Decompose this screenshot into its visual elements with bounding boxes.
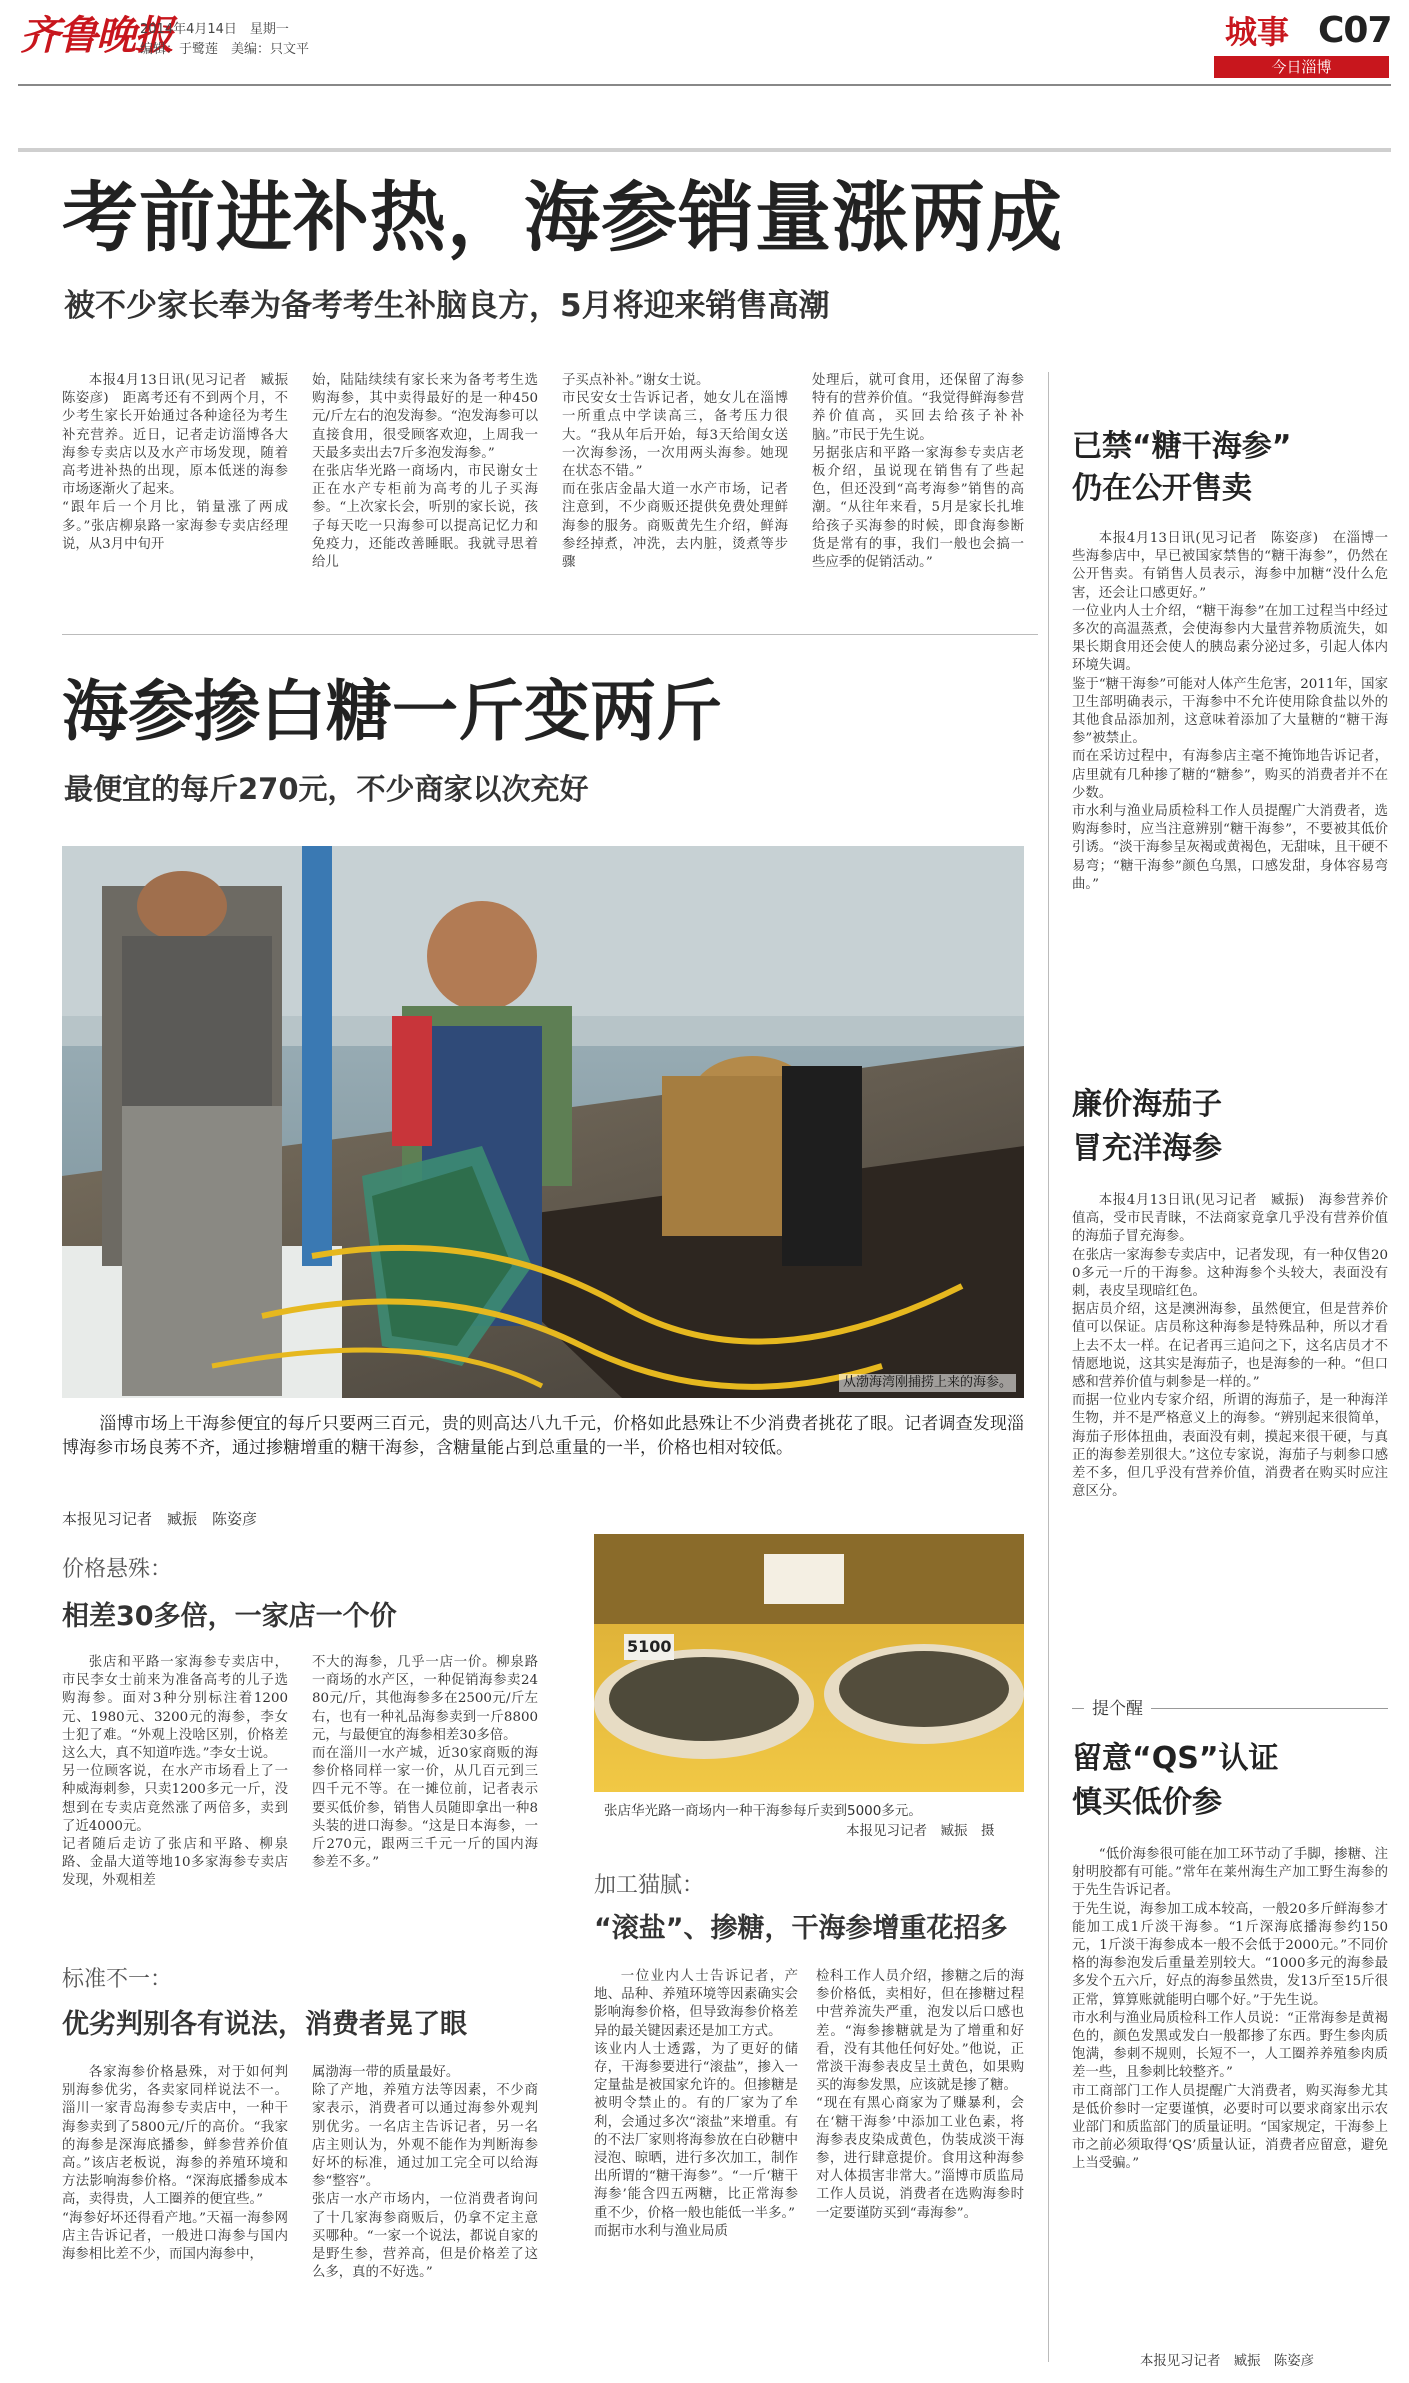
section1-column-1 bbox=[62, 1654, 288, 1954]
fishing-boat-illustration bbox=[62, 846, 1024, 1398]
section3-col2-text: 检科工作人员介绍，掺糖之后的海参价格低，卖相好，但在掺糖过程中营养流失严重，泡发以后口感也差。“海参掺糖就是为了增重和好看，没有其他任何好处。”他说，正常淡干海参表皮呈土黄色，如果购买的海参发黑，应该就是掺了糖。 “现在有黑心商家为了赚暴利，会在‘糖干海参’中添加工业色素，将海参表皮染成黄色，伪装成淡干海参，进行肆意提价。食用这种海参对人体损害非常大。”淄博市质监局工作人员说，消费者在选购海参时一定要谨防买到“毒海参”。 bbox=[816, 1969, 1024, 2221]
price-tag-label: 5100 bbox=[627, 1637, 672, 1656]
lead-column-3 bbox=[562, 372, 788, 620]
feature-intro: 淄博市场上干海参便宜的每斤只要两三百元，贵的则高达八九千元，价格如此悬殊让不少消费者挑花了眼。记者调查发现淄博海参市场良莠不齐，通过掺糖增重的糖干海参，含糖量能占到总重量的一半，价格也相对较低。 bbox=[62, 1414, 1024, 1458]
section2-col1-text: 各家海参价格悬殊，对于如何判别海参优劣，各卖家同样说法不一。淄川一家青岛海参专卖店中，一种干海参卖到了5800元/斤的高价。“我家的海参是深海底播参，鲜参营养价值高。”该店老板说，海参的养殖环境和方法影响海参价格。“深海底播参成本高，卖得贵，人工圈养的便宜些。” “海参好坏还得看产地。”天福一海参网店主告诉记者，一般进口海参与国内海参相比差不少，而国内海参中， bbox=[62, 2065, 288, 2263]
page-number: C07 bbox=[1318, 10, 1392, 51]
tip-badge: 提个醒 bbox=[1084, 1694, 1151, 1719]
sea-cucumber-counter-photo bbox=[594, 1534, 1024, 1792]
photo1-caption: 从渤海湾刚捕捞上来的海参。 bbox=[839, 1374, 1016, 1392]
section2-column-2 bbox=[312, 2064, 538, 2364]
tip-headline-line2: 慎买低价参 bbox=[1072, 1785, 1222, 1820]
lead-col3-text: 子买点补补。”谢女士说。 市民安女士告诉记者，她女儿在淄博一所重点中学读高三，备考压力很大。“我从年后开始，每3天给闺女送一次海参汤，一次用两头海参。她现在状态不错。” 而在张店金晶大道一水产市场，记者注意到，不少商贩还提供免费处理鲜海参的服务。商贩黄先生介绍，鲜海参经掉煮，冲洗，去内脏，烫煮等步骤 bbox=[562, 373, 788, 571]
feature-byline: 本报见习记者 臧振 陈姿彦 bbox=[62, 1510, 258, 1528]
section3-tag: 加工猫腻： bbox=[594, 1873, 705, 1898]
sidebar1-headline-line2: 仍在公开售卖 bbox=[1072, 471, 1252, 506]
feature-headline: 海参掺白糖一斤变两斤 bbox=[62, 673, 722, 750]
newspaper-logo: 齐鲁晚报 bbox=[20, 12, 172, 59]
masthead-rule-thin bbox=[18, 148, 1391, 152]
sidebar2-body bbox=[1072, 1192, 1388, 1682]
lead-subhead: 被不少家长奉为备考考生补脑良方，5月将迎来销售高潮 bbox=[64, 288, 830, 324]
section2-column-1 bbox=[62, 2064, 288, 2364]
tip-headline-line1: 留意“QS”认证 bbox=[1072, 1741, 1279, 1776]
sidebar1-body bbox=[1072, 530, 1388, 1070]
lead-column-1 bbox=[62, 372, 288, 620]
editors-line: 编辑：于鹭莲 美编：只文平 bbox=[140, 42, 310, 57]
tip-body bbox=[1072, 1846, 1388, 2344]
lead-col4-text: 处理后，就可食用，还保留了海参特有的营养价值。“我觉得鲜海参营养价值高，买回去给孩子补补脑。”市民于先生说。 另据张店和平路一家海参专卖店老板介绍，虽说现在销售有了些起色，但还没到“高考海参”销售的高潮。“从往年来看，5月是家长扎堆给孩子买海参的时候，即食海参断货是常有的事，我们一般也会搞一些应季的促销活动。” bbox=[812, 373, 1024, 571]
edition-badge: 今日淄博 bbox=[1214, 56, 1389, 78]
sidebar2-headline-line1: 廉价海茄子 bbox=[1072, 1087, 1222, 1122]
sidebar2-text: 本报4月13日讯(见习记者 臧振) 海参营养价值高，受市民青睐，不法商家竟拿几乎没有营养价值的海茄子冒充海参。 在张店一家海参专卖店中，记者发现，有一种仅售200多元一斤的干海参。这种海参个头较大，表面没有刺，表皮呈现暗红色。 据店员介绍，这是澳洲海参，虽然便宜，但是营养价值可以保证。店员称这种海参是特殊品种，所以才看上去不太一样。在记者再三追问之下，这名店员才不情愿地说，这其实是海茄子，也是海参的一种。“但口感和营养价值与刺参是一样的。” 而据一位业内专家介绍，所谓的海茄子，是一种海洋生物，并不是严格意义上的海参。“辨别起来很简单，海茄子形体扭曲，表面没有刺，摸起来很干硬，与真正的海参差别很大。”这位专家说，海茄子与刺参口感差不多，但几乎没有营养价值，消费者在购买时应注意区分。 bbox=[1072, 1193, 1388, 1500]
tip-byline: 本报见习记者 臧振 陈姿彦 bbox=[1140, 2354, 1315, 2369]
section2-title: 优劣判别各有说法，消费者晃了眼 bbox=[62, 2009, 467, 2040]
section3-title: “滚盐”、掺糖，干海参增重花招多 bbox=[594, 1913, 1008, 1944]
section3-col1-text: 一位业内人士告诉记者，产地、品种、养殖环境等因素确实会影响海参价格，但导致海参价格差异的最关键因素还是加工方式。 该业内人士透露，为了更好的储存，干海参要进行“滚盐”，掺入一定量盐是被国家允许的。但掺糖是被明令禁止的。有的厂家为了牟利，会通过多次“滚盐”来增重。有的不法厂家则将海参放在白砂糖中浸泡、晾晒，进行多次加工，制作出所谓的“糖干海参”。“一斤‘糖干海参’能含四五两糖，比正常海参重不少，价格一般也能低一半多。” 而据市水利与渔业局质 bbox=[594, 1969, 798, 2239]
sidebar1-text: 本报4月13日讯(见习记者 陈姿彦) 在淄博一些海参店中，早已被国家禁售的“糖干海参”，仍然在公开售卖。有销售人员表示，海参中加糖“没什么危害，还会让口感更好。” 一位业内人士介绍，“糖干海参”在加工过程当中经过多次的高温蒸煮，会使海参内大量营养物质流失，如果长期食用还会使人的胰岛素分泌过多，引起人体内环境失调。 鉴于“糖干海参”可能对人体产生危害，2011年，国家卫生部明确表示，干海参中不允许使用除食盐以外的其他食品添加剂，这意味着添加了大量糖的“糖干海参”被禁止。 而在采访过程中，有海参店主毫不掩饰地告诉记者，店里就有几种掺了糖的“糖参”，购买的消费者并不在少数。 市水利与渔业局质检科工作人员提醒广大消费者，选购海参时，应当注意辨别“糖干海参”，不要被其低价引诱。“淡干海参呈灰褐或黄褐色，无甜味，且干硬不易弯；“糖干海参”颜色乌黑，口感发甜，身体容易弯曲。” bbox=[1072, 531, 1388, 892]
lead-col1-text: 本报4月13日讯(见习记者 臧振 陈姿彦) 距离考还有不到两个月，不少考生家长开始通过各种途径为考生补充营养。近日，记者走访淄博各大海参专卖店以及水产市场发现，随着高考进补热的出现，原本低迷的海参市场逐渐火了起来。 “跟年后一个月比，销量涨了两成多。”张店柳泉路一家海参专卖店经理说，从3月中旬开 bbox=[62, 373, 288, 552]
counter-illustration bbox=[594, 1534, 1024, 1792]
sidebar1-headline-line1: 已禁“糖干海参” bbox=[1072, 429, 1292, 464]
lead-bottom-rule bbox=[62, 634, 1038, 635]
section1-tag: 价格悬殊： bbox=[62, 1557, 173, 1582]
section-name: 城事 bbox=[1225, 13, 1290, 51]
section3-column-1 bbox=[594, 1968, 798, 2368]
section1-col2-text: 不大的海参，几乎一店一价。柳泉路一商场的水产区，一种促销海参卖2480元/斤，其他海参多在2500元/斤左右，也有一种礼品海参卖到一斤8800元，与最便宜的海参相差30多倍。 而在淄川一水产城，近30家商贩的海参价格同样一家一价，从几百元到三四千元不等。在一摊位前，记者表示要买低价参，销售人员随即拿出一种8头装的进口海参。“这是日本海参，一斤270元，跟两三千元一斤的国内海参差不多。” bbox=[312, 1655, 538, 1871]
lead-column-2 bbox=[312, 372, 538, 620]
right-column-divider bbox=[1048, 372, 1049, 2362]
lead-headline: 考前进补热，海参销量涨两成 bbox=[62, 173, 1063, 262]
section1-title: 相差30多倍，一家店一个价 bbox=[62, 1601, 397, 1632]
issue-date: 2014年4月14日 星期一 bbox=[140, 22, 289, 37]
section1-col1-text: 张店和平路一家海参专卖店中，市民李女士前来为准备高考的儿子选购海参。面对3种分别标注着1200元、1980元、3200元的海参，李女士犯了难。“外观上没啥区别，价格差这么大，真不知道咋选。”李女士说。 另一位顾客说，在水产市场看上了一种威海刺参，只卖1200多元一斤，没想到在专卖店竟然涨了两倍多，卖到了近4000元。 记者随后走访了张店和平路、柳泉路、金晶大道等地10多家海参专卖店发现，外观相差 bbox=[62, 1655, 288, 1889]
feature-subhead: 最便宜的每斤270元，不少商家以次充好 bbox=[64, 772, 589, 806]
section2-tag: 标准不一： bbox=[62, 1967, 173, 1992]
fishing-boat-photo bbox=[62, 846, 1024, 1398]
photo2-credit: 本报见习记者 臧振 摄 bbox=[846, 1823, 995, 1839]
section1-column-2 bbox=[312, 1654, 538, 1954]
photo2-caption: 张店华光路一商场内一种干海参每斤卖到5000多元。 bbox=[604, 1803, 922, 1819]
lead-column-4 bbox=[812, 372, 1024, 620]
masthead-rule bbox=[18, 84, 1391, 86]
lead-col2-text: 始，陆陆续续有家长来为备考考生选购海参，其中卖得最好的是一种450元/斤左右的泡发海参。“泡发海参可以直接食用，很受顾客欢迎，上周我一天最多卖出去7斤多泡发海参。” 在张店华光路一商场内，市民谢女士正在水产专柜前为高考的儿子买海参。“上次家长会，听别的家长说，孩子每天吃一只海参可以提高记忆力和免疫力，还能改善睡眠。我就寻思着给儿 bbox=[312, 373, 538, 571]
section3-column-2 bbox=[816, 1968, 1024, 2368]
tip-text: “低价海参很可能在加工环节动了手脚，掺糖、注射明胶都有可能。”常年在莱州海生产加工野生海参的于先生告诉记者。 于先生说，海参加工成本较高，一般20多斤鲜海参才能加工成1斤淡干海参。“1斤深海底播海参约150元，1斤淡干海参成本一般不会低于2000元。”不同价格的海参泡发后重量差别较大。“1000多元的海参最多发个五六斤，好点的海参虽然贵，发13斤至15斤很正常，算算账就能明白哪个好。”于先生说。 市水利与渔业局质检科工作人员说：“正常海参是黄褐色的，颜色发黑或发白一般都掺了东西。野生参肉质饱满，参刺不规则，长短不一，人工圈养养殖参肉质差一些，且参刺比较整齐。” 市工商部门工作人员提醒广大消费者，购买海参尤其是低价参时一定要谨慎，必要时可以要求商家出示农业部门和质监部门的质量证明。“国家规定，干海参上市之前必须取得‘QS’质量认证，消费者应留意，避免上当受骗。” bbox=[1072, 1847, 1388, 2172]
sidebar2-headline-line2: 冒充洋海参 bbox=[1072, 1131, 1222, 1166]
section2-col2-text: 属渤海一带的质量最好。 除了产地，养殖方法等因素，不少商家表示，消费者可以通过海参外观判别优劣。一名店主告诉记者，另一名店主则认为，外观不能作为判断海参好坏的标准，通过加工完全可以给海参“整容”。 张店一水产市场内，一位消费者询问了十几家海参商贩后，仍拿不定主意买哪种。“一家一个说法，都说自家的是野生参，营养高，但是价格差了这么多，真的不好选。” bbox=[312, 2065, 538, 2281]
